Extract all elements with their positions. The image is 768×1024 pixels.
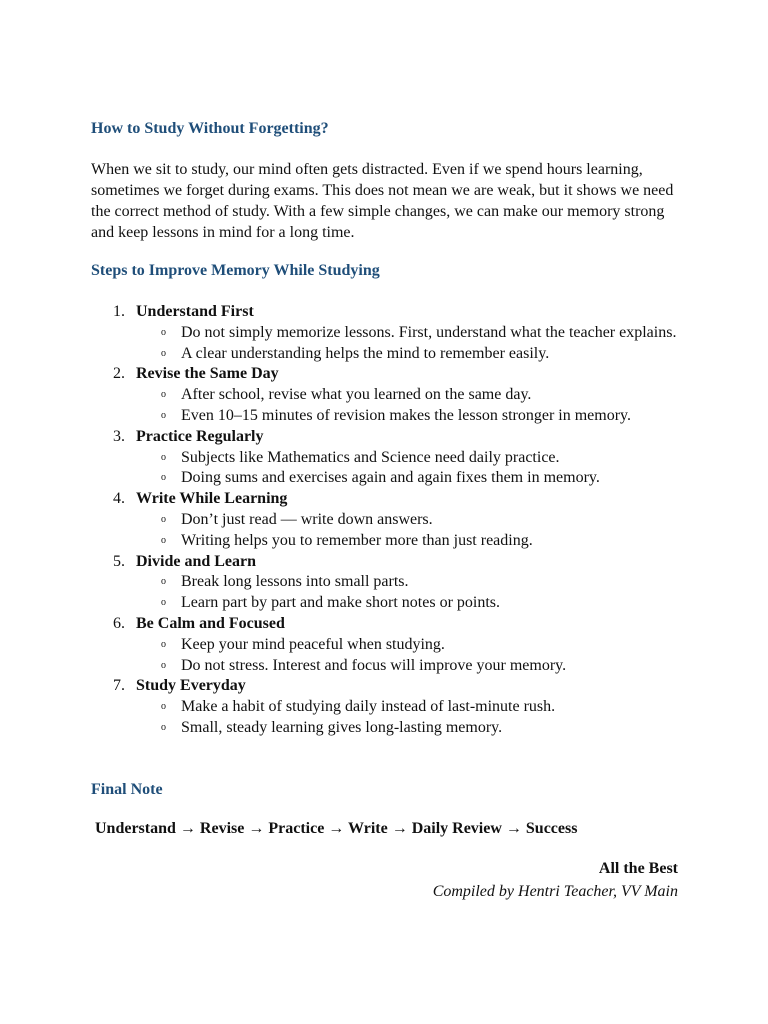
step-item [0, 676, 768, 738]
step-number: 3. [113, 427, 125, 445]
step-points [136, 323, 768, 365]
step-item [0, 427, 768, 489]
final-note-heading: Final Note [91, 781, 163, 798]
step-point-text: Even 10–15 minutes of revision makes the lesson stronger in memory. [181, 406, 631, 424]
step-point-text: Doing sums and exercises again and again fixes them in memory. [181, 469, 600, 487]
circle-bullet-icon: o [161, 472, 166, 484]
step-title: Write While Learning [136, 490, 288, 508]
step-item [0, 552, 768, 614]
intro-paragraph: When we sit to study, our mind often gets distracted. Even if we spend hours learning, sometimes we forget during exams. This does not mean we are weak, but it shows we need the correct method of study. With a few simple changes, we can make our memory strong and keep lessons in mind for a long time. [91, 161, 674, 241]
step-title: Practice Regularly [136, 427, 264, 445]
circle-bullet-icon: o [161, 409, 166, 421]
circle-bullet-icon: o [161, 347, 166, 359]
page-title: How to Study Without Forgetting? [91, 120, 329, 137]
sign-off: All the Best [598, 860, 678, 877]
step-points [136, 635, 768, 677]
step-point-text: A clear understanding helps the mind to remember easily. [181, 344, 550, 362]
step-title: Revise the Same Day [136, 365, 279, 383]
step-point [136, 572, 681, 593]
step-points [136, 572, 768, 614]
step-point [136, 531, 681, 552]
step-point [136, 718, 681, 739]
step-number: 6. [113, 614, 125, 632]
step-point [136, 385, 681, 406]
step-point-text: Small, steady learning gives long-lasting memory. [181, 718, 503, 736]
circle-bullet-icon: o [161, 597, 166, 609]
steps-heading: Steps to Improve Memory While Studying [91, 262, 380, 279]
step-item [0, 302, 768, 364]
step-points [136, 510, 768, 552]
step-number: 1. [113, 303, 125, 320]
step-number: 2. [113, 365, 125, 383]
circle-bullet-icon: o [161, 638, 166, 650]
circle-bullet-icon: o [161, 659, 166, 671]
credit-line: Compiled by Hentri Teacher, VV Main [432, 883, 678, 900]
step-point-text: Make a habit of studying daily instead of last-minute rush. [181, 698, 556, 716]
step-number: 4. [113, 490, 125, 508]
step-title: Understand First [136, 303, 254, 320]
step-point-text: Do not stress. Interest and focus will improve your memory. [181, 656, 567, 674]
step-point-text: Writing helps you to remember more than just reading. [181, 531, 533, 549]
step-point [136, 468, 681, 489]
circle-bullet-icon: o [161, 389, 166, 401]
step-point-text: Keep your mind peaceful when studying. [181, 635, 445, 653]
step-title: Study Everyday [136, 677, 246, 695]
step-points [136, 385, 768, 427]
circle-bullet-icon: o [161, 513, 166, 525]
step-point-text: After school, revise what you learned on the same day. [181, 386, 532, 404]
step-point [136, 510, 681, 531]
circle-bullet-icon: o [161, 326, 166, 338]
steps-list [0, 302, 768, 739]
step-point [136, 635, 681, 656]
step-point [136, 344, 681, 365]
step-number: 7. [113, 677, 125, 695]
step-point [136, 406, 681, 427]
step-point [136, 593, 681, 614]
step-point-text: Learn part by part and make short notes or points. [181, 594, 501, 612]
step-title: Be Calm and Focused [136, 614, 285, 632]
circle-bullet-icon: o [161, 534, 166, 546]
step-point [136, 656, 681, 677]
step-point-text: Break long lessons into small parts. [181, 573, 409, 591]
step-point-text: Do not simply memorize lessons. First, understand what the teacher explains. [181, 323, 677, 341]
step-number: 5. [113, 552, 125, 570]
step-points [136, 448, 768, 490]
step-point [136, 323, 681, 344]
step-item [0, 364, 768, 426]
step-point [136, 697, 681, 718]
circle-bullet-icon: o [161, 576, 166, 588]
step-item [0, 614, 768, 676]
step-item [0, 489, 768, 551]
circle-bullet-icon: o [161, 721, 166, 733]
circle-bullet-icon: o [161, 451, 166, 463]
step-point-text: Don’t just read — write down answers. [181, 510, 433, 528]
step-title: Divide and Learn [136, 552, 257, 570]
circle-bullet-icon: o [161, 701, 166, 713]
summary-flow: Understand → Revise → Practice → Write → Daily Review → Success [95, 820, 578, 837]
step-points [136, 697, 768, 739]
step-point [136, 448, 681, 469]
step-point-text: Subjects like Mathematics and Science need daily practice. [181, 448, 560, 466]
